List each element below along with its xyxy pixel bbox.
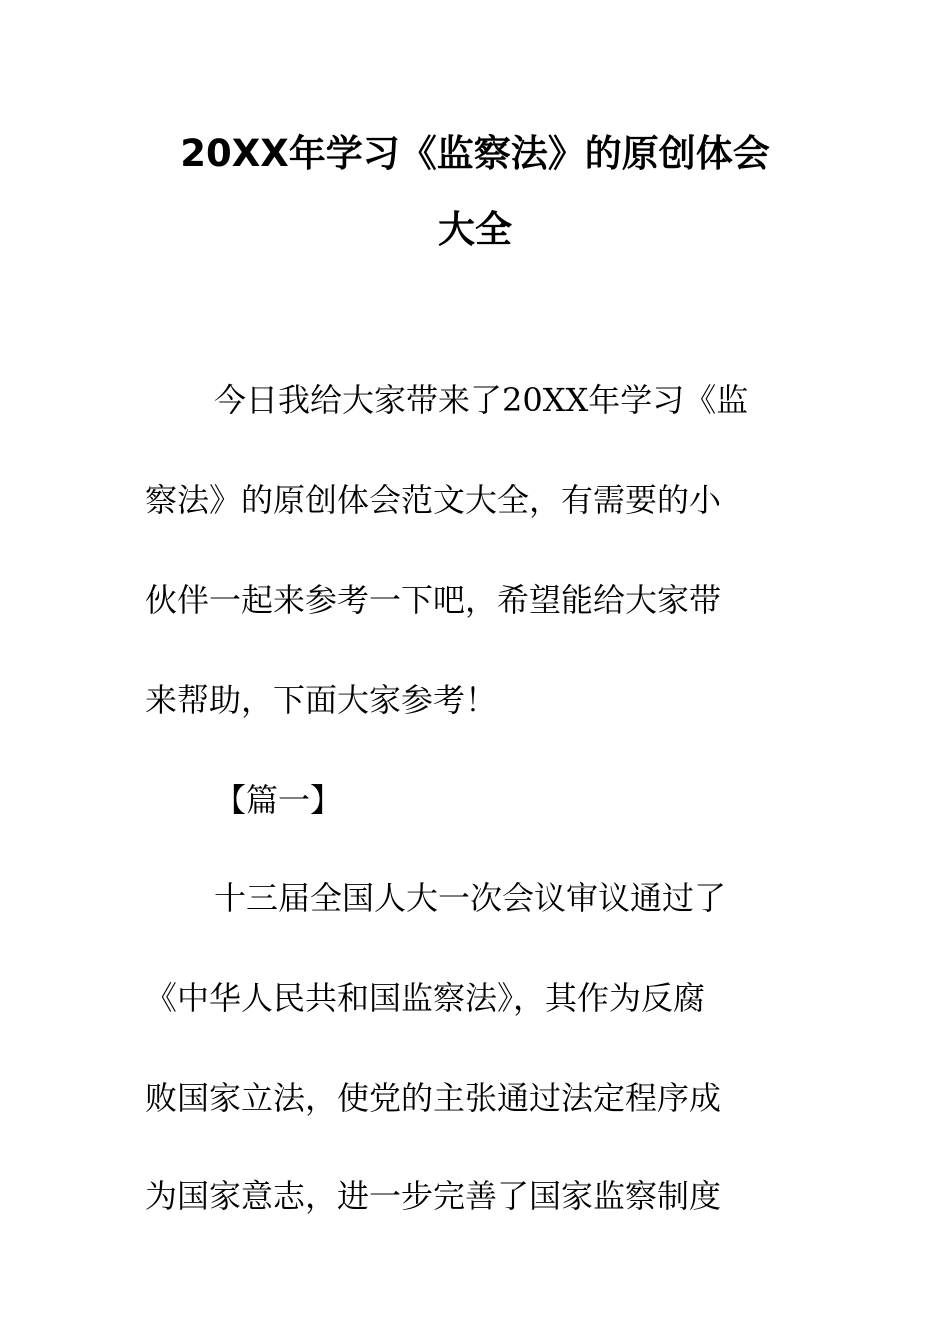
body-line-2: 《中华人民共和国监察法》，其作为反腐 bbox=[145, 979, 706, 1017]
intro-line-4: 来帮助，下面大家参考！ bbox=[145, 681, 498, 719]
intro-line-3: 伙伴一起来参考一下吧，希望能给大家带 bbox=[145, 581, 722, 619]
body-line-1: 十三届全国人大一次会议审议通过了 bbox=[214, 879, 727, 917]
section-heading: 【篇一】 bbox=[214, 781, 343, 819]
intro-line-2: 察法》的原创体会范文大全，有需要的小 bbox=[145, 481, 722, 519]
body-line-4: 为国家意志，进一步完善了国家监察制度 bbox=[145, 1177, 722, 1215]
body-line-3: 败国家立法，使党的主张通过法定程序成 bbox=[145, 1079, 722, 1117]
intro-line-1: 今日我给大家带来了20XX年学习《监 bbox=[214, 381, 749, 419]
document-title-line-1: 20XX年学习《监察法》的原创体会 bbox=[180, 132, 770, 175]
document-title-line-2: 大全 bbox=[438, 208, 512, 251]
